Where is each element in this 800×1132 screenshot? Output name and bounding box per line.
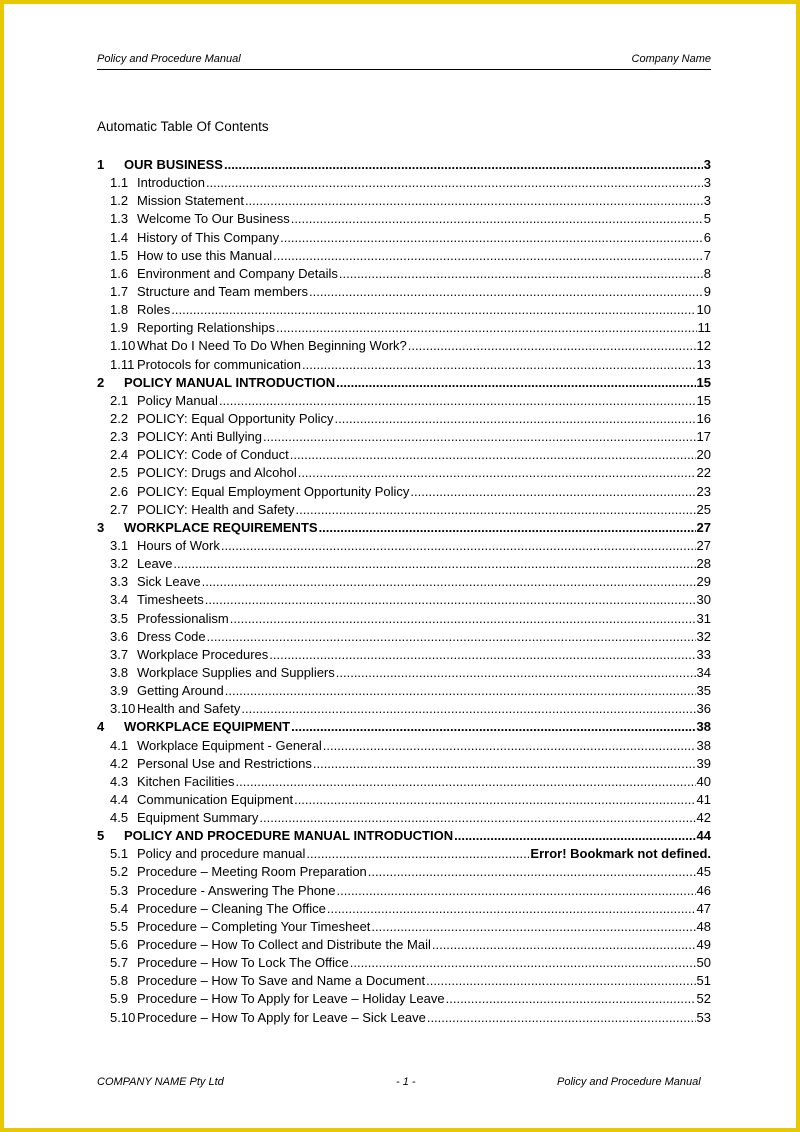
toc-dot-leader <box>432 936 696 954</box>
toc-entry-title: Kitchen Facilities <box>137 773 235 789</box>
toc-dot-leader <box>306 845 529 863</box>
toc-dot-leader <box>427 1009 696 1027</box>
toc-dot-leader <box>371 918 695 936</box>
document-page <box>4 4 796 1128</box>
toc-entry-number: 2.5 <box>110 465 129 481</box>
toc-entry-number: 5.9 <box>110 991 129 1007</box>
toc-subsection-entry[interactable] <box>97 700 711 718</box>
toc-entry-title: Roles <box>137 302 171 318</box>
toc-entry-number: 4.3 <box>110 773 129 789</box>
toc-subsection-entry[interactable] <box>97 646 711 664</box>
toc-dot-leader <box>269 646 695 664</box>
toc-entry-number: 2.3 <box>110 429 129 445</box>
table-of-contents <box>97 156 711 1027</box>
toc-subsection-entry[interactable] <box>97 591 711 609</box>
toc-entry-number: 1.9 <box>110 320 129 336</box>
toc-entry-number: 3.7 <box>110 646 129 662</box>
toc-entry-page: 6 <box>703 229 711 245</box>
toc-entry-number: 3 <box>97 519 105 535</box>
toc-dot-leader <box>313 755 696 773</box>
header-left-text: Policy and Procedure Manual <box>97 53 241 65</box>
toc-section-entry[interactable] <box>97 374 711 392</box>
toc-subsection-entry[interactable] <box>97 628 711 646</box>
toc-entry-title: POLICY: Health and Safety <box>137 501 295 517</box>
toc-entry-page: 30 <box>696 592 711 608</box>
toc-entry-page: 44 <box>696 828 711 844</box>
toc-dot-leader <box>446 990 696 1008</box>
toc-dot-leader <box>319 519 696 537</box>
toc-entry-title: Procedure - Answering The Phone <box>137 882 336 898</box>
toc-subsection-entry[interactable] <box>97 501 711 519</box>
toc-title: Automatic Table Of Contents <box>97 119 269 134</box>
toc-entry-number: 4.1 <box>110 737 129 753</box>
toc-dot-leader <box>206 174 703 192</box>
toc-subsection-entry[interactable] <box>97 428 711 446</box>
toc-entry-title: Equipment Summary <box>137 810 259 826</box>
toc-entry-title: Policy and procedure manual <box>137 846 306 862</box>
toc-entry-page: 27 <box>696 519 711 535</box>
toc-entry-title: Hours of Work <box>137 537 220 553</box>
toc-entry-number: 5.3 <box>110 882 129 898</box>
toc-entry-number: 2.4 <box>110 447 129 463</box>
toc-dot-leader <box>336 374 695 392</box>
toc-dot-leader <box>221 537 696 555</box>
toc-entry-page: 27 <box>696 537 711 553</box>
toc-entry-title: Procedure – How To Apply for Leave – Sick Leave <box>137 1009 426 1025</box>
toc-dot-leader <box>291 718 695 736</box>
toc-entry-page: 47 <box>696 900 711 916</box>
toc-entry-number: 1.3 <box>110 211 129 227</box>
toc-subsection-entry[interactable] <box>97 247 711 265</box>
toc-subsection-entry[interactable] <box>97 1009 711 1027</box>
toc-dot-leader <box>280 229 703 247</box>
toc-dot-leader <box>368 863 696 881</box>
toc-entry-title: Procedure – How To Apply for Leave – Holiday Leave <box>137 991 445 1007</box>
toc-subsection-entry[interactable] <box>97 319 711 337</box>
footer-right-text: Policy and Procedure Manual <box>557 1076 701 1088</box>
toc-dot-leader <box>259 809 695 827</box>
toc-dot-leader <box>205 591 696 609</box>
toc-dot-leader <box>454 827 695 845</box>
toc-subsection-entry[interactable] <box>97 483 711 501</box>
toc-entry-title: What Do I Need To Do When Beginning Work? <box>137 338 407 354</box>
toc-subsection-entry[interactable] <box>97 464 711 482</box>
toc-entry-page: 25 <box>696 501 711 517</box>
toc-entry-page: 3 <box>703 157 711 172</box>
toc-entry-page: 13 <box>696 356 711 372</box>
toc-dot-leader <box>245 192 703 210</box>
toc-subsection-entry[interactable] <box>97 174 711 192</box>
toc-entry-page: 40 <box>696 773 711 789</box>
toc-subsection-entry[interactable] <box>97 283 711 301</box>
toc-entry-page: 22 <box>696 465 711 481</box>
toc-entry-title: Procedure – Completing Your Timesheet <box>137 918 371 934</box>
toc-subsection-entry[interactable] <box>97 755 711 773</box>
toc-subsection-entry[interactable] <box>97 863 711 881</box>
toc-entry-page: 38 <box>696 737 711 753</box>
toc-entry-title: POLICY: Code of Conduct <box>137 447 289 463</box>
toc-entry-number: 1.11 <box>110 356 135 372</box>
toc-entry-title: POLICY: Anti Bullying <box>137 429 263 445</box>
toc-entry-page: 9 <box>703 283 711 299</box>
toc-entry-title: Procedure – Meeting Room Preparation <box>137 864 367 880</box>
toc-entry-page: 8 <box>703 265 711 281</box>
toc-entry-page: 38 <box>696 719 711 735</box>
toc-entry-number: 1.10 <box>110 338 136 354</box>
toc-entry-page: 49 <box>696 937 711 953</box>
toc-entry-number: 2.1 <box>110 392 129 408</box>
toc-entry-page: 33 <box>696 646 711 662</box>
toc-entry-title: Welcome To Our Business <box>137 211 290 227</box>
toc-entry-number: 1.2 <box>110 193 129 209</box>
toc-entry-page: 53 <box>696 1009 711 1025</box>
toc-dot-leader <box>350 954 696 972</box>
toc-dot-leader <box>410 483 695 501</box>
toc-entry-title: Structure and Team members <box>137 283 308 299</box>
toc-entry-number: 4.5 <box>110 810 129 826</box>
toc-dot-leader <box>296 501 696 519</box>
toc-subsection-entry[interactable] <box>97 537 711 555</box>
toc-entry-number: 2.6 <box>110 483 129 499</box>
toc-subsection-entry[interactable] <box>97 882 711 900</box>
toc-entry-page: 41 <box>696 791 711 807</box>
toc-entry-page: 7 <box>703 247 711 263</box>
toc-entry-title: WORKPLACE REQUIREMENTS <box>124 519 318 535</box>
toc-entry-page: 48 <box>696 918 711 934</box>
toc-dot-leader <box>224 156 703 174</box>
toc-entry-title: Procedure – How To Lock The Office <box>137 955 349 971</box>
toc-entry-title: POLICY MANUAL INTRODUCTION <box>124 374 336 390</box>
toc-entry-number: 5.5 <box>110 918 129 934</box>
toc-entry-number: 1.5 <box>110 247 129 263</box>
toc-entry-number: 3.2 <box>110 556 129 572</box>
toc-entry-error: Error! Bookmark not defined. <box>530 846 711 862</box>
toc-entry-title: Policy Manual <box>137 392 218 408</box>
toc-entry-page: 28 <box>696 556 711 572</box>
toc-dot-leader <box>241 700 695 718</box>
toc-subsection-entry[interactable] <box>97 845 711 863</box>
toc-entry-page: 36 <box>696 701 711 717</box>
toc-entry-page: 35 <box>696 683 711 699</box>
toc-entry-number: 5.4 <box>110 900 129 916</box>
toc-subsection-entry[interactable] <box>97 356 711 374</box>
toc-dot-leader <box>173 555 695 573</box>
toc-dot-leader <box>294 791 695 809</box>
toc-subsection-entry[interactable] <box>97 664 711 682</box>
toc-entry-page: 39 <box>696 755 711 771</box>
toc-entry-number: 5.8 <box>110 973 129 989</box>
toc-entry-title: Procedure – How To Save and Name a Document <box>137 973 426 989</box>
toc-entry-number: 5.1 <box>110 846 129 862</box>
toc-entry-page: 31 <box>696 610 711 626</box>
toc-subsection-entry[interactable] <box>97 990 711 1008</box>
toc-entry-page: 3 <box>703 193 711 209</box>
toc-entry-title: POLICY: Drugs and Alcohol <box>137 465 297 481</box>
toc-entry-number: 3.9 <box>110 683 129 699</box>
toc-section-entry[interactable] <box>97 718 711 736</box>
toc-entry-page: 42 <box>696 810 711 826</box>
toc-subsection-entry[interactable] <box>97 265 711 283</box>
toc-subsection-entry[interactable] <box>97 773 711 791</box>
toc-entry-title: Timesheets <box>137 592 204 608</box>
toc-subsection-entry[interactable] <box>97 900 711 918</box>
toc-entry-number: 5.2 <box>110 864 129 880</box>
toc-entry-title: Getting Around <box>137 683 224 699</box>
toc-entry-title: Leave <box>137 556 173 572</box>
toc-dot-leader <box>273 247 703 265</box>
toc-subsection-entry[interactable] <box>97 301 711 319</box>
toc-entry-number: 3.10 <box>110 701 136 717</box>
toc-subsection-entry[interactable] <box>97 936 711 954</box>
toc-entry-number: 1.1 <box>110 175 129 191</box>
toc-entry-number: 2.2 <box>110 410 129 426</box>
toc-entry-page: 17 <box>696 429 711 445</box>
toc-dot-leader <box>225 682 696 700</box>
toc-dot-leader <box>236 773 696 791</box>
toc-entry-number: 2 <box>97 374 105 390</box>
toc-dot-leader <box>337 882 696 900</box>
toc-dot-leader <box>408 337 696 355</box>
toc-subsection-entry[interactable] <box>97 610 711 628</box>
toc-entry-title: Procedure – Cleaning The Office <box>137 900 326 916</box>
toc-dot-leader <box>302 356 696 374</box>
toc-entry-title: Environment and Company Details <box>137 265 338 281</box>
toc-dot-leader <box>327 900 696 918</box>
toc-dot-leader <box>207 628 696 646</box>
toc-entry-title: Workplace Equipment - General <box>137 737 322 753</box>
toc-entry-number: 1.8 <box>110 302 129 318</box>
toc-entry-number: 4 <box>97 719 105 735</box>
toc-section-entry[interactable] <box>97 156 711 174</box>
toc-entry-number: 4.2 <box>110 755 129 771</box>
toc-entry-title: History of This Company <box>137 229 280 245</box>
toc-entry-title: Procedure – How To Collect and Distribute the Mail <box>137 937 431 953</box>
toc-entry-title: Workplace Procedures <box>137 646 269 662</box>
toc-entry-number: 5.6 <box>110 937 129 953</box>
toc-entry-page: 45 <box>696 864 711 880</box>
toc-subsection-entry[interactable] <box>97 555 711 573</box>
toc-entry-title: POLICY: Equal Opportunity Policy <box>137 410 334 426</box>
toc-subsection-entry[interactable] <box>97 210 711 228</box>
toc-entry-title: POLICY AND PROCEDURE MANUAL INTRODUCTION <box>124 828 454 844</box>
page-header <box>97 50 711 70</box>
toc-entry-page: 12 <box>696 338 711 354</box>
toc-entry-page: 23 <box>696 483 711 499</box>
toc-entry-title: Workplace Supplies and Suppliers <box>137 664 335 680</box>
toc-dot-leader <box>171 301 695 319</box>
toc-dot-leader <box>339 265 703 283</box>
toc-entry-number: 2.7 <box>110 501 129 517</box>
toc-subsection-entry[interactable] <box>97 809 711 827</box>
toc-dot-leader <box>323 737 696 755</box>
toc-entry-number: 4.4 <box>110 791 129 807</box>
toc-entry-title: Protocols for communication <box>137 356 302 372</box>
toc-entry-number: 1.6 <box>110 265 129 281</box>
toc-entry-page: 16 <box>696 410 711 426</box>
toc-dot-leader <box>230 610 696 628</box>
toc-subsection-entry[interactable] <box>97 954 711 972</box>
header-right-text: Company Name <box>631 53 711 65</box>
toc-subsection-entry[interactable] <box>97 573 711 591</box>
toc-entry-title: How to use this Manual <box>137 247 273 263</box>
toc-section-entry[interactable] <box>97 519 711 537</box>
toc-section-entry[interactable] <box>97 827 711 845</box>
toc-subsection-entry[interactable] <box>97 682 711 700</box>
toc-dot-leader <box>298 464 696 482</box>
toc-entry-title: Sick Leave <box>137 574 201 590</box>
toc-dot-leader <box>290 446 696 464</box>
toc-entry-page: 50 <box>696 955 711 971</box>
toc-dot-leader <box>335 410 696 428</box>
toc-entry-page: 20 <box>696 447 711 463</box>
toc-entry-number: 3.3 <box>110 574 129 590</box>
toc-dot-leader <box>426 972 695 990</box>
toc-entry-number: 3.6 <box>110 628 129 644</box>
toc-entry-page: 46 <box>696 882 711 898</box>
toc-entry-number: 5.7 <box>110 955 129 971</box>
toc-entry-page: 15 <box>696 392 711 408</box>
toc-subsection-entry[interactable] <box>97 737 711 755</box>
toc-entry-title: Reporting Relationships <box>137 320 276 336</box>
toc-subsection-entry[interactable] <box>97 229 711 247</box>
toc-entry-number: 1.4 <box>110 229 129 245</box>
toc-entry-number: 3.5 <box>110 610 129 626</box>
footer-left-text: COMPANY NAME Pty Ltd <box>97 1076 224 1088</box>
toc-entry-number: 1 <box>97 157 105 172</box>
toc-subsection-entry[interactable] <box>97 972 711 990</box>
toc-entry-title: WORKPLACE EQUIPMENT <box>124 719 291 735</box>
toc-subsection-entry[interactable] <box>97 392 711 410</box>
toc-entry-title: Dress Code <box>137 628 206 644</box>
toc-subsection-entry[interactable] <box>97 918 711 936</box>
toc-subsection-entry[interactable] <box>97 791 711 809</box>
toc-dot-leader <box>309 283 703 301</box>
toc-entry-page: 10 <box>696 302 711 318</box>
toc-entry-page: 32 <box>696 628 711 644</box>
toc-entry-title: Professionalism <box>137 610 229 626</box>
toc-entry-page: 3 <box>703 175 711 191</box>
toc-dot-leader <box>276 319 696 337</box>
toc-entry-number: 3.4 <box>110 592 129 608</box>
toc-entry-number: 5.10 <box>110 1009 136 1025</box>
toc-entry-title: Communication Equipment <box>137 791 294 807</box>
toc-subsection-entry[interactable] <box>97 192 711 210</box>
toc-dot-leader <box>336 664 696 682</box>
toc-dot-leader <box>263 428 696 446</box>
toc-dot-leader <box>291 210 703 228</box>
toc-dot-leader <box>202 573 696 591</box>
toc-entry-number: 5 <box>97 828 105 844</box>
toc-entry-title: OUR BUSINESS <box>124 157 223 172</box>
toc-entry-number: 3.8 <box>110 664 129 680</box>
toc-entry-number: 3.1 <box>110 537 129 553</box>
toc-entry-title: Introduction <box>137 175 205 191</box>
toc-entry-title: Mission Statement <box>137 193 244 209</box>
toc-entry-page: 51 <box>696 973 711 989</box>
toc-entry-page: 5 <box>703 211 711 227</box>
toc-entry-number: 1.7 <box>110 283 129 299</box>
toc-entry-page: 34 <box>696 664 711 680</box>
toc-entry-title: Health and Safety <box>137 701 241 717</box>
toc-entry-page: 15 <box>696 374 711 390</box>
toc-subsection-entry[interactable] <box>97 410 711 428</box>
toc-dot-leader <box>219 392 696 410</box>
toc-entry-page: 29 <box>696 574 711 590</box>
toc-entry-page: 52 <box>696 991 711 1007</box>
toc-subsection-entry[interactable] <box>97 446 711 464</box>
footer-page-number: - 1 - <box>396 1076 416 1088</box>
toc-subsection-entry[interactable] <box>97 337 711 355</box>
toc-entry-page: 11 <box>697 320 711 336</box>
toc-entry-title: Personal Use and Restrictions <box>137 755 312 771</box>
toc-entry-title: POLICY: Equal Employment Opportunity Policy <box>137 483 410 499</box>
